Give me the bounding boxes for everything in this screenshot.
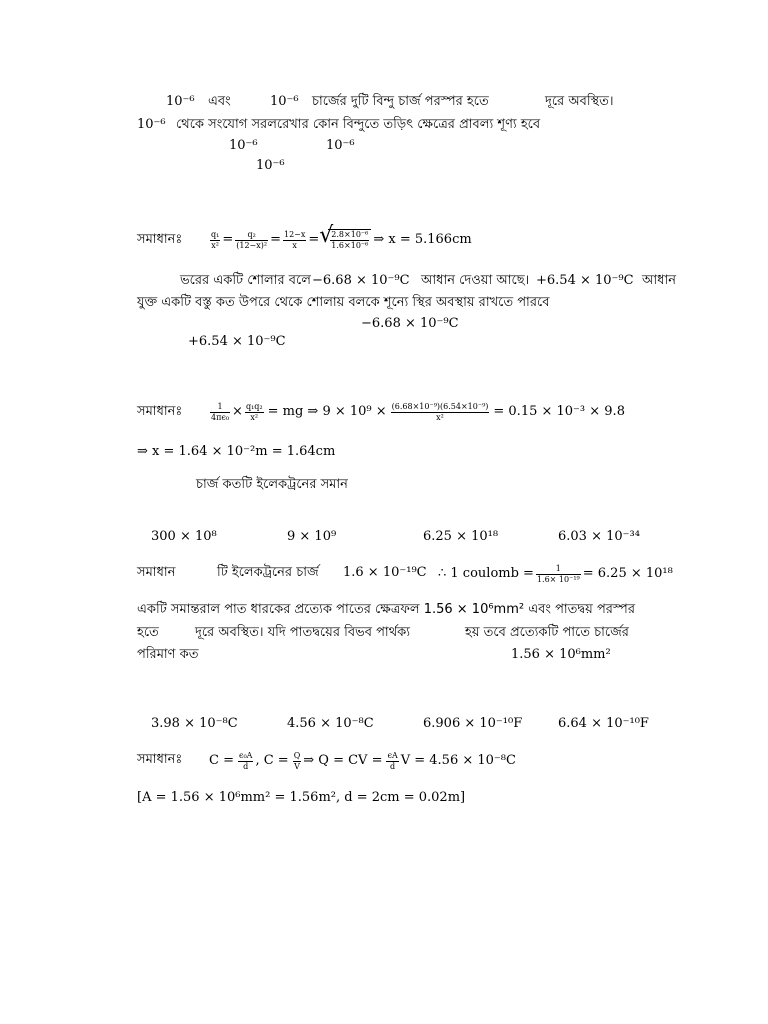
q4-line-1: একটি সমান্তরাল পাত ধারকের প্রত্যেক পাতের ক্ষেত্রফল 1.56 × 10⁶mm² এবং পাতদ্বয় পরস্পর [137,602,635,617]
q4-line-2c: হয় তবে প্রত্যেকটি পাতে চার্জের [465,625,629,640]
fraction: $\frac{Q}{V}$ [293,750,301,771]
q4-area-value: 1.56 × 10⁶mm² [511,647,611,662]
q4-solution-formula: C = $\frac{\text{ϵ₀A}}{d}$ , C = $\frac{Q}{V}$ ⇒ Q = CV = $\frac{\epsilon A}{d}$ V = 4.56 × 10⁻⁸C [209,750,516,771]
q1-text-1: চার্জের দুটি বিন্দু চার্জ পরস্পর হতে [312,94,489,109]
q3-electron-charge: 1.6 × 10⁻¹⁹C [343,565,427,580]
fraction: $\frac{\text{q₁}}{\text{x²}}$ [211,229,220,250]
q3-solution-formula: ∴ 1 coulomb = $\frac{1}{\text{1.6× 10⁻¹⁹}}$ = 6.25 × 10¹⁸ [438,563,673,584]
q4-option-b: 4.56 × 10⁻⁸C [287,716,374,731]
q1-solution-formula: $\frac{\text{q₁}}{\text{x²}}$ = $\frac{\text{q₂}}{\text{(12−x)²}}$ = $\frac{12-x}{x}$ = √ $\frac{\text{2.8×10⁻⁶}}{\text{1.6×10⁻⁶}}$ ⇒ x = 5.166cm [211,223,472,250]
fraction: $\frac{1}{\text{4πϵ₀}}$ [211,401,230,422]
q3-option-b: 9 × 10⁹ [287,529,337,544]
fraction: $\frac{\text{ϵ₀A}}{d}$ [238,750,253,771]
q4-line-3: পরিমাণ কত [137,647,199,662]
q4-note: [A = 1.56 × 10⁶mm² = 1.56m², d = 2cm = 0.02m] [137,790,466,805]
q4-option-a: 3.98 × 10⁻⁸C [151,716,238,731]
q1-option-c: 10⁻⁶ [256,158,285,173]
q1-option-a: 10⁻⁶ [229,138,258,153]
q1-result: ⇒ x = 5.166cm [373,232,472,247]
q1-charge-b: 10⁻⁶ [270,94,299,109]
q4-solution-label: সমাধানঃ [137,752,183,767]
fraction: $\frac{\text{(6.68×10⁻⁹)(6.54×10⁻⁹)}}{\text{x²}}$ [391,401,489,422]
q2-result: ⇒ x = 1.64 × 10⁻²m = 1.64cm [137,444,336,459]
q1-solution-label: সমাধানঃ [137,232,183,247]
q1-text-3: থেকে সংযোগ সরলরেখার কোন বিন্দুতে তড়িৎ ক্ষেত্রের প্রাবল্য শূণ্য হবে [176,117,541,132]
square-root: √ $\frac{\text{2.8×10⁻⁶}}{\text{1.6×10⁻⁶}}$ [319,229,371,251]
q2-solution-formula: $\frac{1}{\text{4πϵ₀}}$ × $\frac{\text{q₁q₂}}{\text{x²}}$ = mg ⇒ 9 × 10⁹ × $\frac{\text{(6.68×10⁻⁹)(6.54×10⁻⁹)}}{\text{x²}}$ = 0.15 × 10⁻³ × 9.8 [211,401,625,422]
q2-value-1: −6.68 × 10⁻⁹C [361,316,459,331]
q2-text-4: যুক্ত একটি বস্তু কত উপরে থেকে শোলায় বলকে শূন্যে স্থির অবস্থায় রাখতে পারবে [137,295,550,310]
q2-text-2: আধান দেওয়া আছে। [421,273,530,288]
q3-solution-text: টি ইলেকট্রনের চার্জ [217,565,319,580]
fraction: $\frac{\epsilon A}{d}$ [387,750,398,771]
q3-solution-label: সমাধান [137,565,176,580]
q1-option-b: 10⁻⁶ [326,138,355,153]
q4-line-2b: দূরে অবস্থিত। যদি পাতদ্বয়ের বিভব পার্থক্য [195,625,410,640]
fraction: $\frac{\text{q₂}}{\text{(12−x)²}}$ [236,229,268,250]
q1-charge-c: 10⁻⁶ [137,117,166,132]
q3-option-c: 6.25 × 10¹⁸ [423,529,499,544]
q2-solution-label: সমাধানঃ [137,404,183,419]
q2-charge-2: +6.54 × 10⁻⁹C [536,273,634,288]
q1-charge-a: 10⁻⁶ [166,94,195,109]
q4-option-c: 6.906 × 10⁻¹⁰F [423,716,523,731]
fraction: $\frac{1}{\text{1.6× 10⁻¹⁹}}$ [536,563,580,584]
fraction: $\frac{\text{2.8×10⁻⁶}}{\text{1.6×10⁻⁶}}$ [331,230,369,250]
q3-option-a: 300 × 10⁸ [151,529,217,544]
q4-option-d: 6.64 × 10⁻¹⁰F [558,716,649,731]
q2-charge-1: −6.68 × 10⁻⁹C [312,273,410,288]
q2-text-1: ভরের একটি শোলার বলে [180,273,311,288]
fraction: $\frac{\text{q₁q₂}}{\text{x²}}$ [245,401,263,422]
fraction: $\frac{12-x}{x}$ [283,229,306,250]
q3-option-d: 6.03 × 10⁻³⁴ [558,529,640,544]
q2-text-3: আধান [642,273,676,288]
q1-and: এবং [208,94,231,109]
q1-text-2: দূরে অবস্থিত। [545,94,614,109]
q4-line-2a: হতে [137,625,159,640]
q3-question: চার্জ কতটি ইলেকট্রনের সমান [196,477,348,492]
q2-value-2: +6.54 × 10⁻⁹C [188,334,286,349]
